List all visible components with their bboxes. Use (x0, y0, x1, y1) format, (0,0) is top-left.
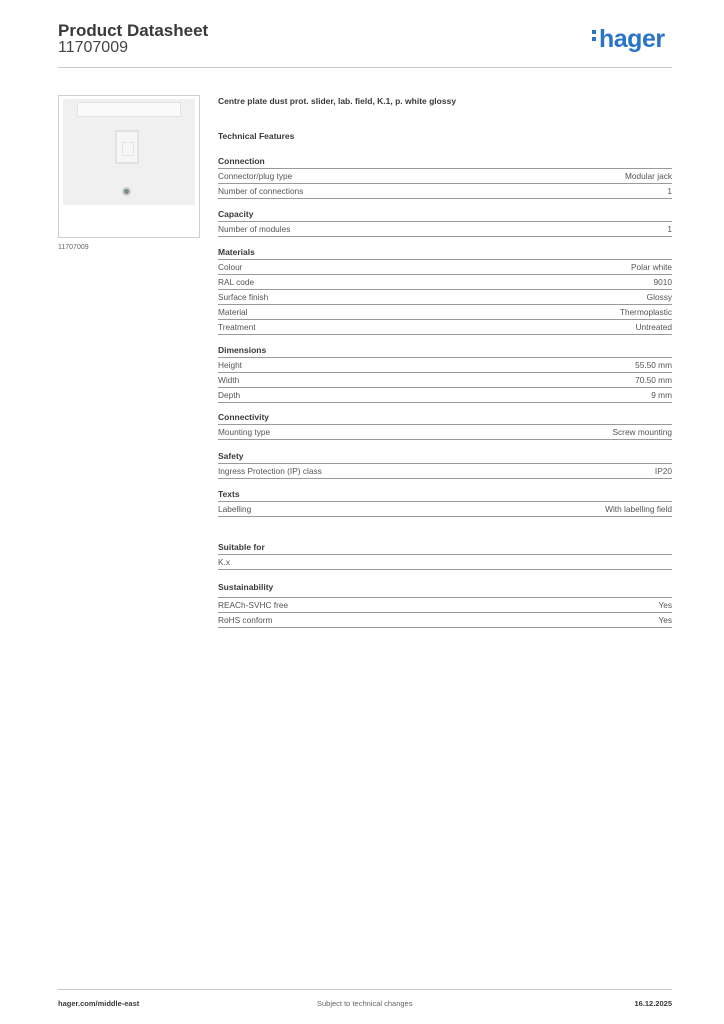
spec-value: Untreated (635, 322, 672, 332)
spec-value: Thermoplastic (619, 307, 672, 317)
spec-value: 55.50 mm (635, 360, 672, 370)
spec-row (218, 260, 672, 275)
section-suitable-for (218, 541, 672, 570)
spec-label: Depth (218, 390, 241, 400)
section-texts (218, 488, 672, 517)
section-title: Safety (218, 450, 672, 464)
spec-value: 70.50 mm (635, 375, 672, 385)
section-sustainability (218, 581, 672, 628)
section-title: Dimensions (218, 344, 672, 358)
labelling-field (77, 102, 181, 117)
section-title: Connection (218, 155, 672, 169)
spec-value: With labelling field (605, 504, 672, 514)
spec-label: Material (218, 307, 248, 317)
spec-row (218, 425, 672, 440)
footer-date: 16.12.2025 (634, 999, 672, 1008)
spec-value: Glossy (646, 292, 672, 302)
spec-row (218, 598, 672, 613)
spec-label: RoHS conform (218, 615, 273, 625)
spec-label: Number of connections (218, 186, 304, 196)
product-code: 11707009 (58, 39, 128, 56)
spec-row (218, 373, 672, 388)
spec-value: 1 (667, 224, 672, 234)
spec-row (218, 464, 672, 479)
spec-row (218, 275, 672, 290)
spec-value: 1 (667, 186, 672, 196)
footer-notice: Subject to technical changes (317, 999, 413, 1008)
spec-label: K.x (218, 557, 230, 567)
section-title: Materials (218, 246, 672, 260)
spec-label: Mounting type (218, 427, 271, 437)
spec-label: REACh-SVHC free (218, 600, 289, 610)
section-connectivity (218, 411, 672, 440)
page-title: Product Datasheet (58, 21, 209, 40)
spec-row (218, 184, 672, 199)
spec-row (218, 502, 672, 517)
spec-label: RAL code (218, 277, 255, 287)
spec-label: Treatment (218, 322, 256, 332)
spec-label: Connector/plug type (218, 171, 293, 181)
centre-plate-illustration (63, 99, 195, 205)
spec-row (218, 358, 672, 373)
footer-website-link[interactable]: hager.com/middle-east (58, 999, 140, 1008)
spec-row (218, 222, 672, 237)
section-connection (218, 155, 672, 199)
header-divider (58, 67, 672, 68)
spec-label: Labelling (218, 504, 252, 514)
spec-label: Colour (218, 262, 243, 272)
spec-row (218, 320, 672, 335)
image-caption: 11707009 (58, 244, 89, 251)
technical-features-title: Technical Features (218, 131, 295, 141)
footer-divider (58, 989, 672, 990)
spec-value: 9010 (653, 277, 672, 287)
section-capacity (218, 208, 672, 237)
section-title: Texts (218, 488, 672, 502)
section-dimensions (218, 344, 672, 403)
spec-value: Yes (658, 615, 672, 625)
hager-logo (592, 27, 665, 52)
spec-row (218, 613, 672, 628)
spec-value: Polar white (630, 262, 672, 272)
spec-row (218, 290, 672, 305)
spec-row (218, 169, 672, 184)
spec-label: Surface finish (218, 292, 269, 302)
spec-label: Height (218, 360, 242, 370)
spec-row (218, 555, 672, 570)
product-image (58, 95, 200, 238)
section-title: Connectivity (218, 411, 672, 425)
section-safety (218, 450, 672, 479)
spec-label: Width (218, 375, 240, 385)
spec-label: Number of modules (218, 224, 291, 234)
section-title: Capacity (218, 208, 672, 222)
spec-value: 9 mm (651, 390, 672, 400)
section-materials (218, 246, 672, 335)
spec-row (218, 305, 672, 320)
screw-icon (122, 187, 131, 196)
spec-row (218, 388, 672, 403)
spec-label: Ingress Protection (IP) class (218, 466, 322, 476)
spec-value: Screw mounting (612, 427, 672, 437)
product-description: Centre plate dust prot. slider, lab. field, K.1, p. white glossy (218, 96, 457, 106)
spec-value: IP20 (654, 466, 672, 476)
logo-text: hager (599, 25, 665, 53)
section-title: Sustainability (218, 581, 672, 598)
spec-value: Modular jack (624, 171, 672, 181)
logo-dots-icon (592, 30, 597, 44)
section-title: Suitable for (218, 541, 672, 555)
spec-value: Yes (658, 600, 672, 610)
modular-jack-opening (115, 130, 139, 164)
